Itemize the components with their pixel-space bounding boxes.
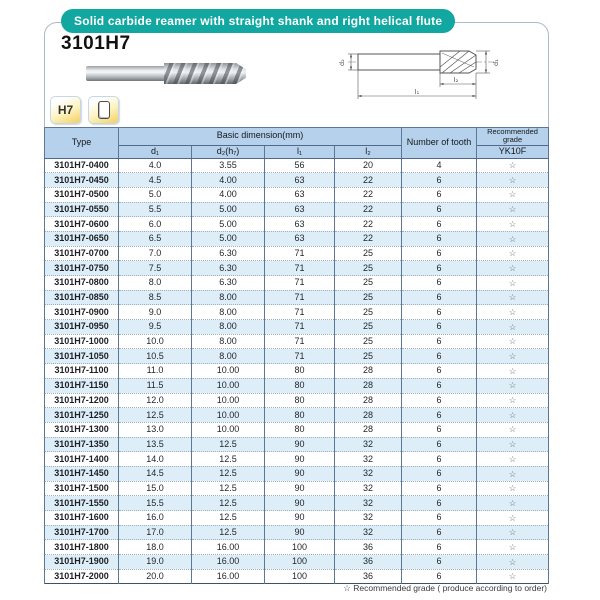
table-row — [45, 276, 549, 291]
value-cell: 7.0 — [119, 246, 192, 261]
value-cell: 7.5 — [119, 261, 192, 276]
value-cell: 6 — [402, 246, 477, 261]
value-cell: 90 — [265, 481, 335, 496]
table-row — [45, 246, 549, 261]
grade-star-cell: ☆ — [477, 525, 549, 540]
grade-star-cell: ☆ — [477, 276, 549, 291]
value-cell: 25 — [335, 320, 402, 335]
grade-star-cell: ☆ — [477, 378, 549, 393]
table-body — [45, 158, 549, 584]
table-row — [45, 158, 549, 173]
grade-star-cell: ☆ — [477, 187, 549, 202]
value-cell: 12.5 — [119, 408, 192, 423]
value-cell: 28 — [335, 378, 402, 393]
value-cell: 8.00 — [192, 290, 265, 305]
type-cell: 3101H7-0450 — [45, 173, 119, 188]
blind-hole-badge — [88, 96, 119, 124]
type-cell: 3101H7-1000 — [45, 334, 119, 349]
type-cell: 3101H7-1800 — [45, 540, 119, 555]
type-cell: 3101H7-0650 — [45, 231, 119, 246]
value-cell: 32 — [335, 466, 402, 481]
value-cell: 10.00 — [192, 364, 265, 379]
value-cell: 12.5 — [192, 466, 265, 481]
value-cell: 17.0 — [119, 525, 192, 540]
value-cell: 6 — [402, 452, 477, 467]
type-cell: 3101H7-1600 — [45, 511, 119, 526]
table-row — [45, 466, 549, 481]
value-cell: 71 — [265, 261, 335, 276]
value-cell: 6.0 — [119, 217, 192, 232]
value-cell: 6.5 — [119, 231, 192, 246]
value-cell: 9.0 — [119, 305, 192, 320]
value-cell: 90 — [265, 466, 335, 481]
value-cell: 5.00 — [192, 231, 265, 246]
value-cell: 4.5 — [119, 173, 192, 188]
value-cell: 6.30 — [192, 246, 265, 261]
type-cell: 3101H7-0600 — [45, 217, 119, 232]
grade-star-cell: ☆ — [477, 569, 549, 584]
value-cell: 25 — [335, 261, 402, 276]
value-cell: 90 — [265, 496, 335, 511]
value-cell: 22 — [335, 173, 402, 188]
type-cell: 3101H7-0900 — [45, 305, 119, 320]
grade-star-cell: ☆ — [477, 422, 549, 437]
value-cell: 8.00 — [192, 320, 265, 335]
value-cell: 80 — [265, 408, 335, 423]
type-cell: 3101H7-1700 — [45, 525, 119, 540]
value-cell: 13.0 — [119, 422, 192, 437]
type-cell: 3101H7-0850 — [45, 290, 119, 305]
table-row — [45, 364, 549, 379]
value-cell: 4.0 — [119, 158, 192, 173]
value-cell: 19.0 — [119, 555, 192, 570]
grade-star-cell: ☆ — [477, 540, 549, 555]
value-cell: 25 — [335, 349, 402, 364]
table-row — [45, 555, 549, 570]
grade-star-cell: ☆ — [477, 511, 549, 526]
type-cell: 3101H7-1350 — [45, 437, 119, 452]
value-cell: 10.00 — [192, 393, 265, 408]
value-cell: 36 — [335, 540, 402, 555]
blind-hole-icon — [98, 101, 110, 119]
label-l1: l₁ — [414, 88, 420, 96]
grade-star-cell: ☆ — [477, 408, 549, 423]
value-cell: 6 — [402, 437, 477, 452]
value-cell: 6 — [402, 334, 477, 349]
value-cell: 6 — [402, 305, 477, 320]
value-cell: 63 — [265, 187, 335, 202]
value-cell: 15.0 — [119, 481, 192, 496]
type-cell: 3101H7-0750 — [45, 261, 119, 276]
value-cell: 20 — [335, 158, 402, 173]
col-l2: l₂ — [335, 145, 402, 158]
value-cell: 11.0 — [119, 364, 192, 379]
type-cell: 3101H7-2000 — [45, 569, 119, 584]
value-cell: 71 — [265, 290, 335, 305]
grade-star-cell: ☆ — [477, 466, 549, 481]
value-cell: 12.5 — [192, 481, 265, 496]
table-row — [45, 187, 549, 202]
value-cell: 4 — [402, 158, 477, 173]
value-cell: 32 — [335, 452, 402, 467]
value-cell: 10.00 — [192, 408, 265, 423]
value-cell: 6 — [402, 496, 477, 511]
grade-star-cell: ☆ — [477, 334, 549, 349]
value-cell: 6.30 — [192, 261, 265, 276]
type-cell: 3101H7-0500 — [45, 187, 119, 202]
col-grade-value: YK10F — [477, 145, 549, 158]
col-l1: l₁ — [265, 145, 335, 158]
table-row — [45, 393, 549, 408]
value-cell: 80 — [265, 393, 335, 408]
value-cell: 12.5 — [192, 496, 265, 511]
value-cell: 16.00 — [192, 540, 265, 555]
value-cell: 8.00 — [192, 349, 265, 364]
type-cell: 3101H7-0950 — [45, 320, 119, 335]
value-cell: 10.0 — [119, 334, 192, 349]
value-cell: 100 — [265, 540, 335, 555]
value-cell: 32 — [335, 437, 402, 452]
grade-star-cell: ☆ — [477, 217, 549, 232]
value-cell: 16.00 — [192, 569, 265, 584]
col-number-of-tooth: Number of tooth — [402, 128, 477, 159]
table-header — [45, 128, 549, 159]
col-type: Type — [45, 128, 119, 159]
value-cell: 6 — [402, 276, 477, 291]
value-cell: 6 — [402, 290, 477, 305]
table-row — [45, 290, 549, 305]
value-cell: 90 — [265, 511, 335, 526]
value-cell: 32 — [335, 511, 402, 526]
table-row — [45, 349, 549, 364]
table-row — [45, 320, 549, 335]
value-cell: 6.30 — [192, 276, 265, 291]
value-cell: 16.00 — [192, 555, 265, 570]
type-cell: 3101H7-0800 — [45, 276, 119, 291]
value-cell: 71 — [265, 320, 335, 335]
type-cell: 3101H7-1050 — [45, 349, 119, 364]
value-cell: 63 — [265, 217, 335, 232]
type-cell: 3101H7-0400 — [45, 158, 119, 173]
value-cell: 80 — [265, 378, 335, 393]
value-cell: 6 — [402, 466, 477, 481]
value-cell: 32 — [335, 496, 402, 511]
value-cell: 63 — [265, 173, 335, 188]
model-number: 3101H7 — [61, 33, 131, 54]
type-cell: 3101H7-1300 — [45, 422, 119, 437]
type-cell: 3101H7-1900 — [45, 555, 119, 570]
value-cell: 6 — [402, 408, 477, 423]
value-cell: 12.5 — [192, 452, 265, 467]
type-cell: 3101H7-1500 — [45, 481, 119, 496]
type-cell: 3101H7-1550 — [45, 496, 119, 511]
value-cell: 71 — [265, 334, 335, 349]
table-row — [45, 481, 549, 496]
value-cell: 20.0 — [119, 569, 192, 584]
value-cell: 6 — [402, 481, 477, 496]
value-cell: 6 — [402, 525, 477, 540]
value-cell: 36 — [335, 555, 402, 570]
type-cell: 3101H7-1100 — [45, 364, 119, 379]
value-cell: 5.0 — [119, 187, 192, 202]
table-row — [45, 408, 549, 423]
value-cell: 10.00 — [192, 422, 265, 437]
value-cell: 32 — [335, 481, 402, 496]
value-cell: 6 — [402, 378, 477, 393]
value-cell: 6 — [402, 187, 477, 202]
value-cell: 13.5 — [119, 437, 192, 452]
table-row — [45, 511, 549, 526]
value-cell: 11.5 — [119, 378, 192, 393]
value-cell: 6 — [402, 422, 477, 437]
value-cell: 8.00 — [192, 334, 265, 349]
value-cell: 10.00 — [192, 378, 265, 393]
table-row — [45, 452, 549, 467]
value-cell: 71 — [265, 246, 335, 261]
value-cell: 25 — [335, 305, 402, 320]
value-cell: 25 — [335, 276, 402, 291]
table-row — [45, 217, 549, 232]
col-d2: d₂(h₇) — [192, 145, 265, 158]
col-basic-dimension: Basic dimension(mm) — [119, 128, 402, 146]
value-cell: 22 — [335, 217, 402, 232]
type-cell: 3101H7-1250 — [45, 408, 119, 423]
value-cell: 6 — [402, 511, 477, 526]
value-cell: 6 — [402, 393, 477, 408]
value-cell: 90 — [265, 437, 335, 452]
grade-star-cell: ☆ — [477, 231, 549, 246]
table-row — [45, 496, 549, 511]
value-cell: 6 — [402, 555, 477, 570]
value-cell: 3.55 — [192, 158, 265, 173]
value-cell: 6 — [402, 173, 477, 188]
value-cell: 6 — [402, 569, 477, 584]
value-cell: 5.00 — [192, 202, 265, 217]
reamer-shank — [86, 66, 168, 81]
grade-star-cell: ☆ — [477, 555, 549, 570]
value-cell: 25 — [335, 246, 402, 261]
value-cell: 25 — [335, 334, 402, 349]
grade-star-cell: ☆ — [477, 496, 549, 511]
drawing-shank — [358, 54, 440, 70]
value-cell: 22 — [335, 202, 402, 217]
value-cell: 6 — [402, 364, 477, 379]
value-cell: 100 — [265, 555, 335, 570]
dimension-table — [44, 127, 549, 584]
technical-drawing — [338, 45, 518, 107]
type-cell: 3101H7-1400 — [45, 452, 119, 467]
value-cell: 8.00 — [192, 305, 265, 320]
value-cell: 25 — [335, 290, 402, 305]
value-cell: 71 — [265, 349, 335, 364]
grade-star-cell: ☆ — [477, 349, 549, 364]
value-cell: 63 — [265, 202, 335, 217]
grade-star-cell: ☆ — [477, 452, 549, 467]
h7-tolerance-badge: H7 — [50, 96, 81, 124]
label-d2: d₂ — [338, 59, 346, 66]
grade-star-cell: ☆ — [477, 158, 549, 173]
value-cell: 28 — [335, 408, 402, 423]
value-cell: 22 — [335, 187, 402, 202]
table-row — [45, 261, 549, 276]
value-cell: 6 — [402, 231, 477, 246]
label-l2: l₂ — [453, 76, 459, 84]
type-cell: 3101H7-0700 — [45, 246, 119, 261]
table-row — [45, 437, 549, 452]
grade-star-cell: ☆ — [477, 437, 549, 452]
value-cell: 12.5 — [192, 511, 265, 526]
table-row — [45, 422, 549, 437]
value-cell: 6 — [402, 217, 477, 232]
value-cell: 10.5 — [119, 349, 192, 364]
type-cell: 3101H7-1450 — [45, 466, 119, 481]
value-cell: 71 — [265, 305, 335, 320]
grade-star-cell: ☆ — [477, 246, 549, 261]
table-row — [45, 305, 549, 320]
value-cell: 6 — [402, 349, 477, 364]
reamer-photo — [86, 58, 246, 90]
value-cell: 80 — [265, 364, 335, 379]
value-cell: 12.5 — [192, 525, 265, 540]
value-cell: 6 — [402, 320, 477, 335]
table-row — [45, 540, 549, 555]
value-cell: 80 — [265, 422, 335, 437]
label-d1: d₁ — [492, 59, 500, 66]
grade-star-cell: ☆ — [477, 481, 549, 496]
table-row — [45, 173, 549, 188]
value-cell: 12.0 — [119, 393, 192, 408]
value-cell: 4.00 — [192, 187, 265, 202]
reamer-flutes — [164, 63, 246, 84]
value-cell: 5.5 — [119, 202, 192, 217]
value-cell: 28 — [335, 422, 402, 437]
grade-star-cell: ☆ — [477, 202, 549, 217]
grade-star-cell: ☆ — [477, 320, 549, 335]
value-cell: 71 — [265, 276, 335, 291]
table-row — [45, 378, 549, 393]
value-cell: 28 — [335, 364, 402, 379]
recommended-grade-footnote: ☆ Recommended grade ( produce according to order) — [343, 583, 547, 593]
value-cell: 8.0 — [119, 276, 192, 291]
value-cell: 90 — [265, 525, 335, 540]
table-row — [45, 334, 549, 349]
value-cell: 63 — [265, 231, 335, 246]
value-cell: 6 — [402, 540, 477, 555]
grade-star-cell: ☆ — [477, 261, 549, 276]
table-row — [45, 231, 549, 246]
table-row — [45, 569, 549, 584]
value-cell: 22 — [335, 231, 402, 246]
value-cell: 9.5 — [119, 320, 192, 335]
value-cell: 4.00 — [192, 173, 265, 188]
value-cell: 15.5 — [119, 496, 192, 511]
value-cell: 8.5 — [119, 290, 192, 305]
grade-star-cell: ☆ — [477, 305, 549, 320]
col-recommended-grade: Recommended grade — [477, 128, 549, 146]
value-cell: 6 — [402, 261, 477, 276]
value-cell: 56 — [265, 158, 335, 173]
page-title-banner: Solid carbide reamer with straight shank and right helical flute — [61, 9, 455, 33]
value-cell: 32 — [335, 525, 402, 540]
col-d1: d₁ — [119, 145, 192, 158]
grade-star-cell: ☆ — [477, 364, 549, 379]
type-cell: 3101H7-1200 — [45, 393, 119, 408]
value-cell: 28 — [335, 393, 402, 408]
value-cell: 6 — [402, 202, 477, 217]
value-cell: 90 — [265, 452, 335, 467]
value-cell: 14.5 — [119, 466, 192, 481]
grade-star-cell: ☆ — [477, 393, 549, 408]
value-cell: 16.0 — [119, 511, 192, 526]
table-row — [45, 525, 549, 540]
grade-star-cell: ☆ — [477, 290, 549, 305]
grade-star-cell: ☆ — [477, 173, 549, 188]
value-cell: 12.5 — [192, 437, 265, 452]
type-cell: 3101H7-0550 — [45, 202, 119, 217]
value-cell: 5.00 — [192, 217, 265, 232]
value-cell: 100 — [265, 569, 335, 584]
value-cell: 36 — [335, 569, 402, 584]
table-row — [45, 202, 549, 217]
value-cell: 14.0 — [119, 452, 192, 467]
value-cell: 18.0 — [119, 540, 192, 555]
type-cell: 3101H7-1150 — [45, 378, 119, 393]
